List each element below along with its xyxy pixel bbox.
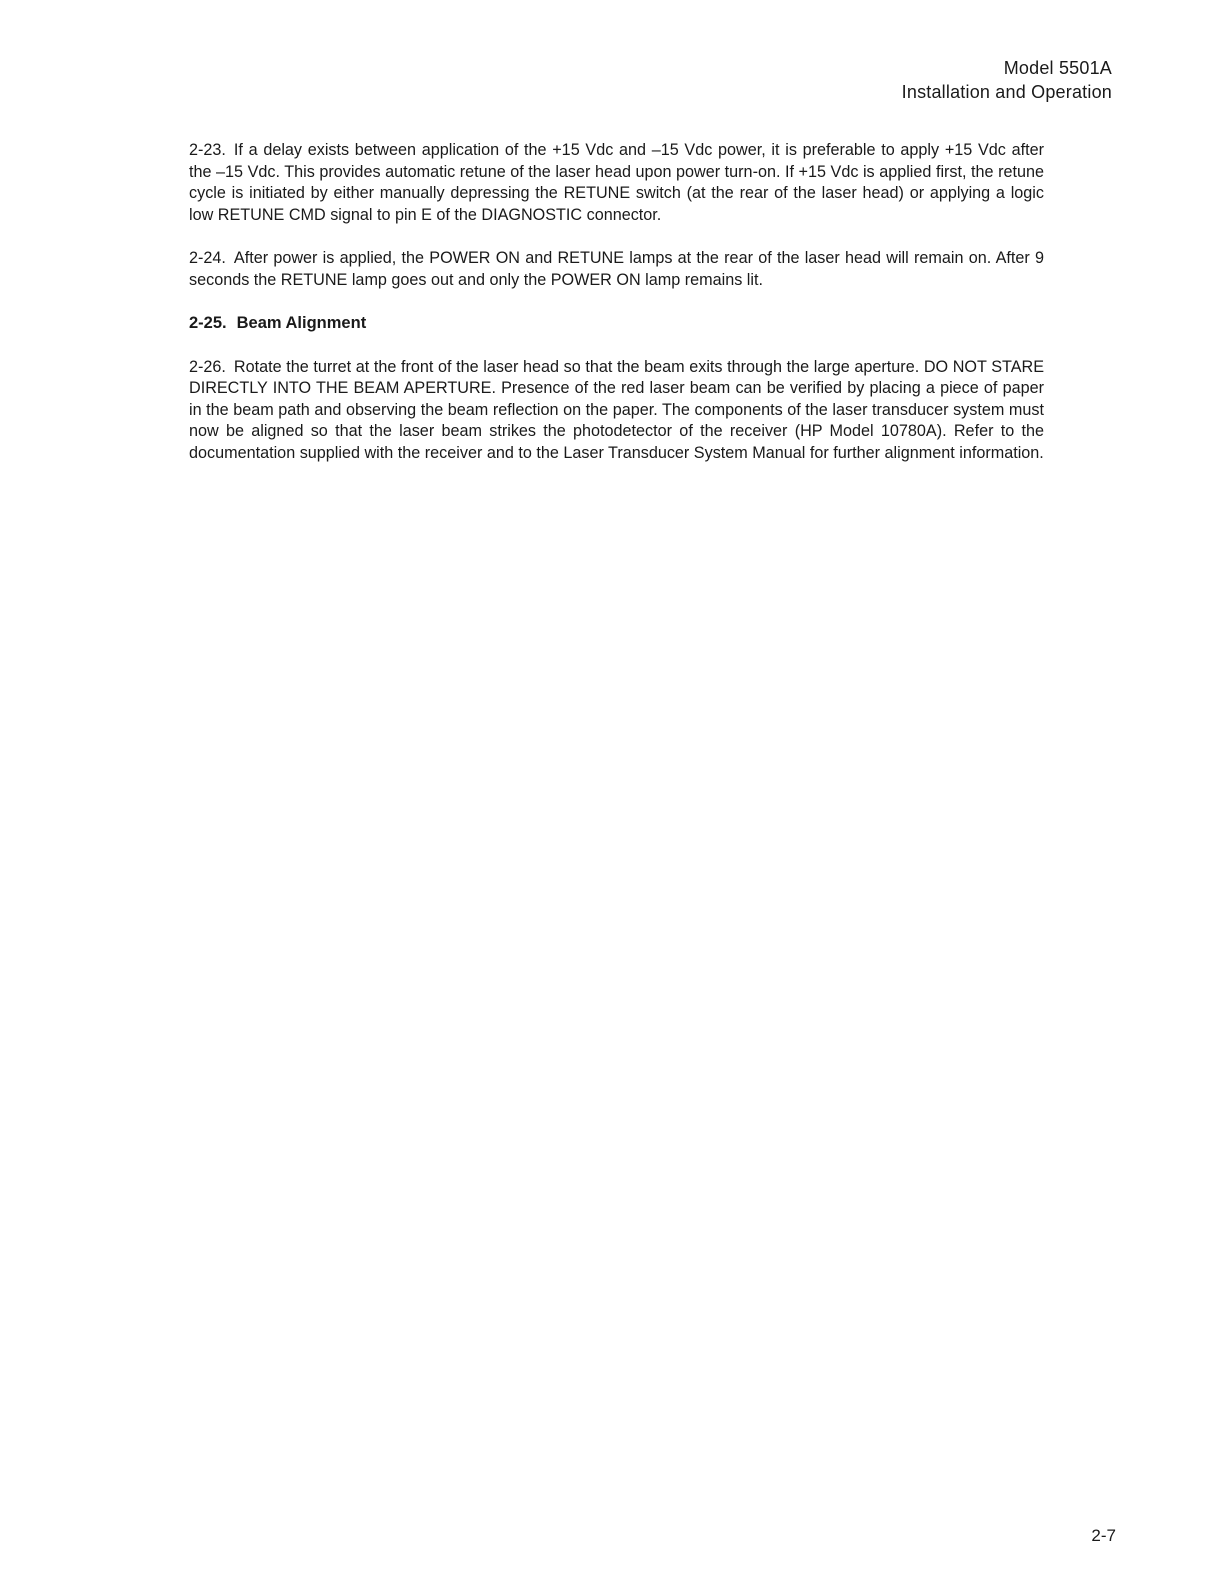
page-header: [902, 56, 1112, 104]
section-number: 2-25.: [189, 314, 227, 332]
page-number: 2-7: [1091, 1526, 1116, 1545]
paragraph-number: 2-24.: [189, 249, 226, 267]
paragraph-text: After power is applied, the POWER ON and RETUNE lamps at the rear of the laser head will remain on. After 9 seconds the RETUNE lamp goes out and only the POWER ON lamp remains lit.: [189, 249, 1044, 289]
paragraph-number: 2-26.: [189, 357, 226, 376]
document-body: [189, 140, 1044, 486]
section-title: Beam Alignment: [236, 314, 367, 332]
paragraph-text: If a delay exists between application of the +15 Vdc and –15 Vdc power, it is preferable to apply +15 Vdc after the –15 Vdc. This provides automatic retune of the laser head upon power turn-on. If +15 Vdc is applied first, the retune cycle is initiated by either manually depressing the RETUNE switch (at the rear of the laser head) or applying a logic low RETUNE CMD signal to pin E of the DIAGNOSTIC connector.: [189, 141, 1044, 224]
paragraph-number: 2-23.: [189, 141, 226, 159]
section-heading-beam-alignment: [189, 313, 1044, 335]
paragraph-2-23: [189, 140, 1044, 226]
paragraph-2-24: [189, 248, 1044, 291]
header-section: Installation and Operation: [901, 82, 1112, 102]
paragraph-text: Rotate the turret at the front of the laser head so that the beam exits through the large aperture. DO NOT STARE DIRECTLY INTO THE BEAM APERTURE. Presence of the red laser beam can be verified by placing a piece of paper in the beam path and observing the beam reflection on the paper. The components of the laser transducer system must now be aligned so that the laser beam strikes the photodetector of the receiver (HP Model 10780A). Refer to the documentation supplied with the receiver and to the Laser Transducer System Manual for further alignment information.: [189, 357, 1044, 462]
paragraph-2-26: [189, 357, 1044, 465]
header-model: Model 5501A: [1003, 58, 1112, 78]
